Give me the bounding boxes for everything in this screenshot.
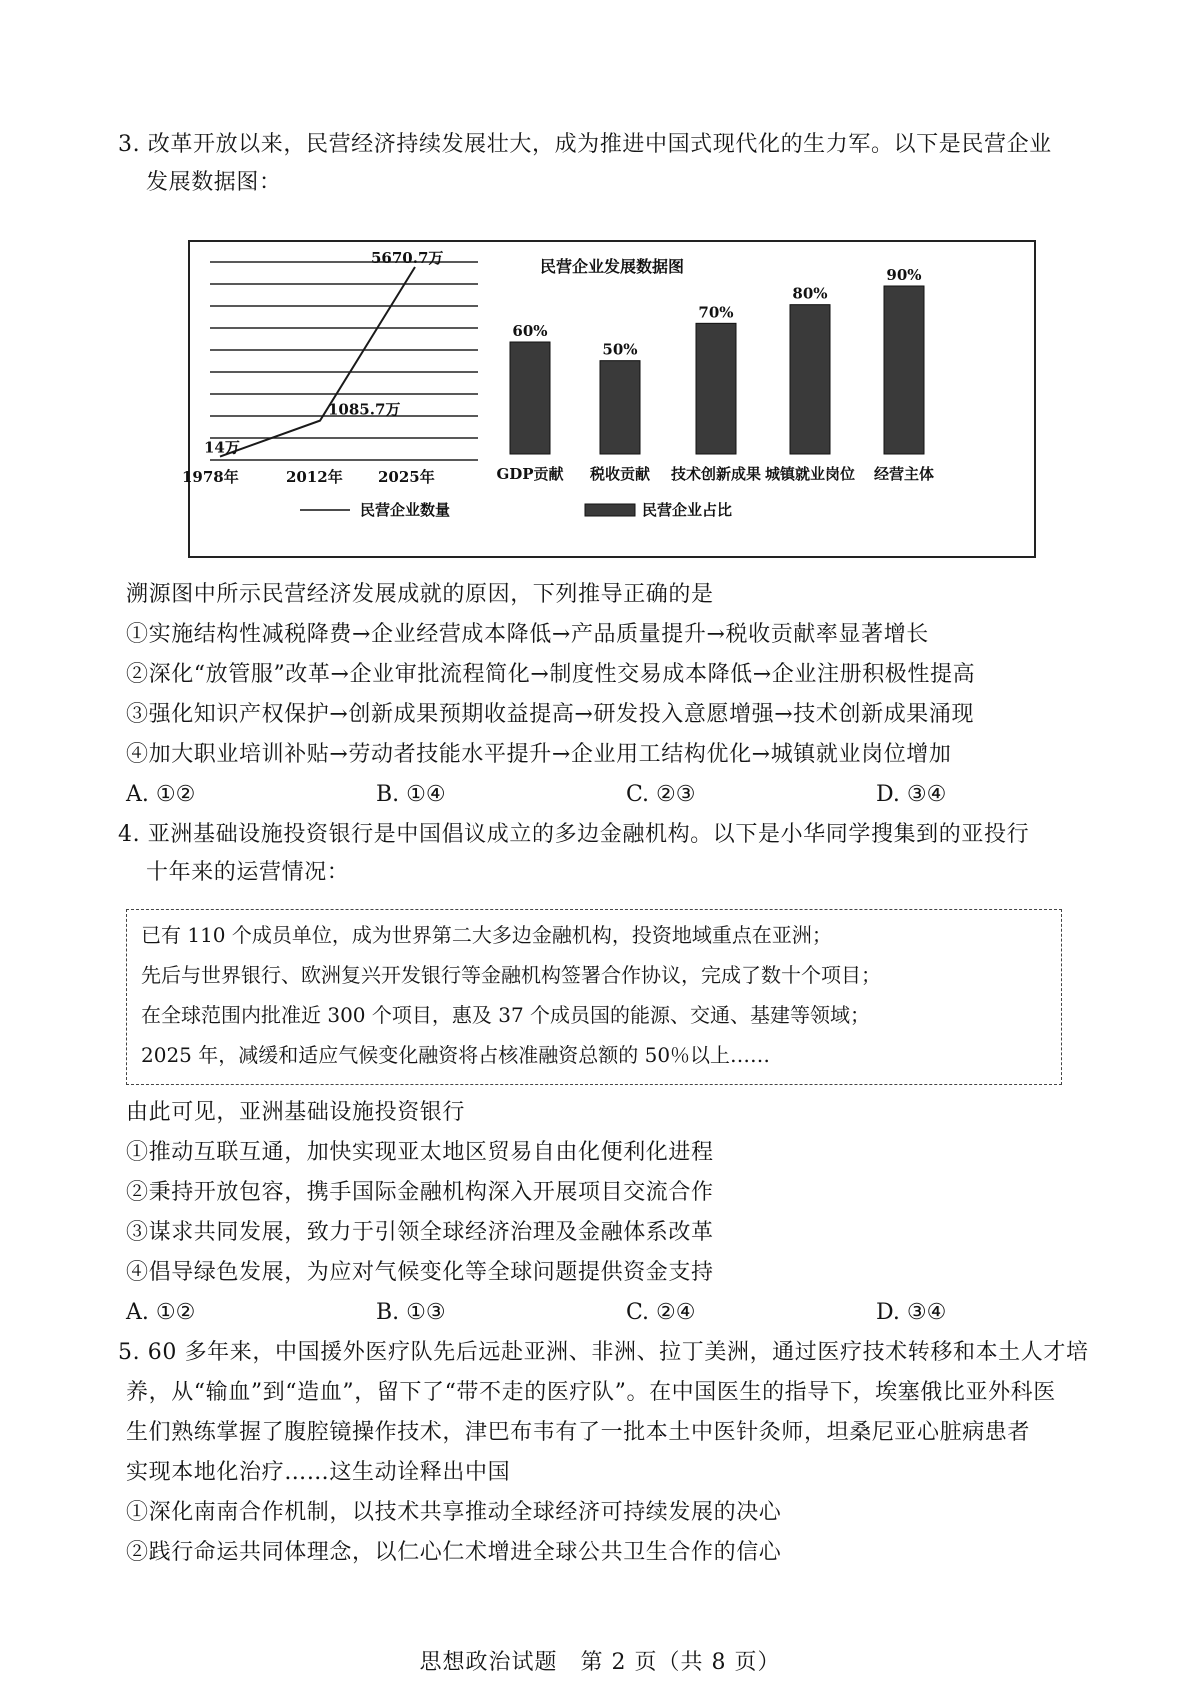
q3-item-2: ②深化“放管服”改革→企业审批流程简化→制度性交易成本降低→企业注册积极性提高 [126,662,976,687]
q3-line1: 3. 改革开放以来，民营经济持续发展壮大，成为推进中国式现代化的生力军。以下是民营企业 [118,132,1052,157]
bar-value-label: 60% [512,322,548,340]
q4-info-box [126,909,1062,1085]
q4-item-4: ④倡导绿色发展，为应对气候变化等全球问题提供资金支持 [126,1260,714,1285]
legend-line-label: 民营企业数量 [360,501,451,519]
line-point-label: 5670.7万 [371,249,444,267]
q4-option-d: D. ③④ [876,1300,947,1325]
page-footer: 思想政治试题 第 2 页（共 8 页） [419,1650,781,1675]
q5-line3: 生们熟练掌握了腹腔镜操作技术，津巴布韦有了一批本土中医针灸师，坦桑尼亚心脏病患者 [126,1420,1031,1445]
bar-2 [600,361,640,454]
q3-line2: 发展数据图： [146,170,282,195]
line-point-label: 1085.7万 [328,400,401,419]
q4-box-line-4: 2025 年，减缓和适应气候变化融资将占核准融资总额的 50％以上…… [141,1043,771,1067]
q3-option-a: A. ①② [126,782,196,807]
q3-option-b: B. ①④ [376,782,446,807]
line-series-enterprise-count [220,267,415,457]
bar-3 [696,323,736,454]
q4-option-c: C. ②④ [626,1300,696,1325]
bar-value-label: 80% [792,284,828,303]
line-point-label: 14万 [204,438,240,457]
bar-4 [790,305,830,454]
private-enterprise-chart [182,242,1034,556]
line-x-tick-label: 1978年 [182,468,239,486]
chart-title: 民营企业发展数据图 [539,257,685,276]
chart-container [182,240,1036,558]
q4-line1: 4. 亚洲基础设施投资银行是中国倡议成立的多边金融机构。以下是小华同学搜集到的亚投行 [118,822,1030,847]
q4-line2: 十年来的运营情况： [146,860,350,885]
q3-item-4: ④加大职业培训补贴→劳动者技能水平提升→企业用工结构优化→城镇就业岗位增加 [126,742,952,767]
q4-option-b: B. ①③ [376,1300,446,1325]
q4-stem: 由此可见，亚洲基础设施投资银行 [126,1100,466,1125]
q4-item-2: ②秉持开放包容，携手国际金融机构深入开展项目交流合作 [126,1180,714,1205]
q4-box-line-2: 先后与世界银行、欧洲复兴开发银行等金融机构签署合作协议，完成了数十个项目； [141,963,881,987]
bar-value-label: 70% [698,303,734,322]
bar-category-label: 税收贡献 [589,465,651,483]
q4-box-line-3: 在全球范围内批准近 300 个项目，惠及 37 个成员国的能源、交通、基建等领域； [141,1003,871,1027]
bar-category-label: GDP贡献 [496,465,564,483]
legend-bar-label: 民营企业占比 [642,501,733,519]
bar-value-label: 90% [886,266,922,284]
bar-1 [510,342,550,454]
q3-stem: 溯源图中所示民营经济发展成就的原因，下列推导正确的是 [126,582,714,607]
q5-item-2: ②践行命运共同体理念，以仁心仁术增进全球公共卫生合作的信心 [126,1540,782,1565]
q5-line4: 实现本地化治疗……这生动诠释出中国 [126,1460,511,1485]
bar-category-label: 技术创新成果 [670,465,762,483]
q5-item-1: ①深化南南合作机制，以技术共享推动全球经济可持续发展的决心 [126,1500,782,1525]
q4-item-1: ①推动互联互通，加快实现亚太地区贸易自由化便利化进程 [126,1140,714,1165]
legend-bar-swatch [585,504,635,516]
q3-option-d: D. ③④ [876,782,947,807]
q3-item-3: ③强化知识产权保护→创新成果预期收益提高→研发投入意愿增强→技术创新成果涌现 [126,702,975,727]
q4-option-a: A. ①② [126,1300,196,1325]
line-x-tick-label: 2012年 [286,468,343,486]
bar-value-label: 50% [602,340,638,359]
q4-item-3: ③谋求共同发展，致力于引领全球经济治理及金融体系改革 [126,1220,714,1245]
bar-category-label: 经营主体 [873,465,935,483]
bar-5 [884,286,924,454]
q3-option-c: C. ②③ [626,782,696,807]
q5-line2: 养，从“输血”到“造血”，留下了“带不走的医疗队”。在中国医生的指导下，埃塞俄比亚外科医 [126,1380,1056,1405]
line-x-tick-label: 2025年 [378,468,435,486]
q3-item-1: ①实施结构性减税降费→企业经营成本降低→产品质量提升→税收贡献率显著增长 [126,622,929,647]
q4-box-line-1: 已有 110 个成员单位，成为世界第二大多边金融机构，投资地域重点在亚洲； [141,923,832,947]
q5-line1: 5. 60 多年来，中国援外医疗队先后远赴亚洲、非洲、拉丁美洲，通过医疗技术转移和本土人才培 [118,1340,1089,1365]
bar-category-label: 城镇就业岗位 [764,465,856,483]
